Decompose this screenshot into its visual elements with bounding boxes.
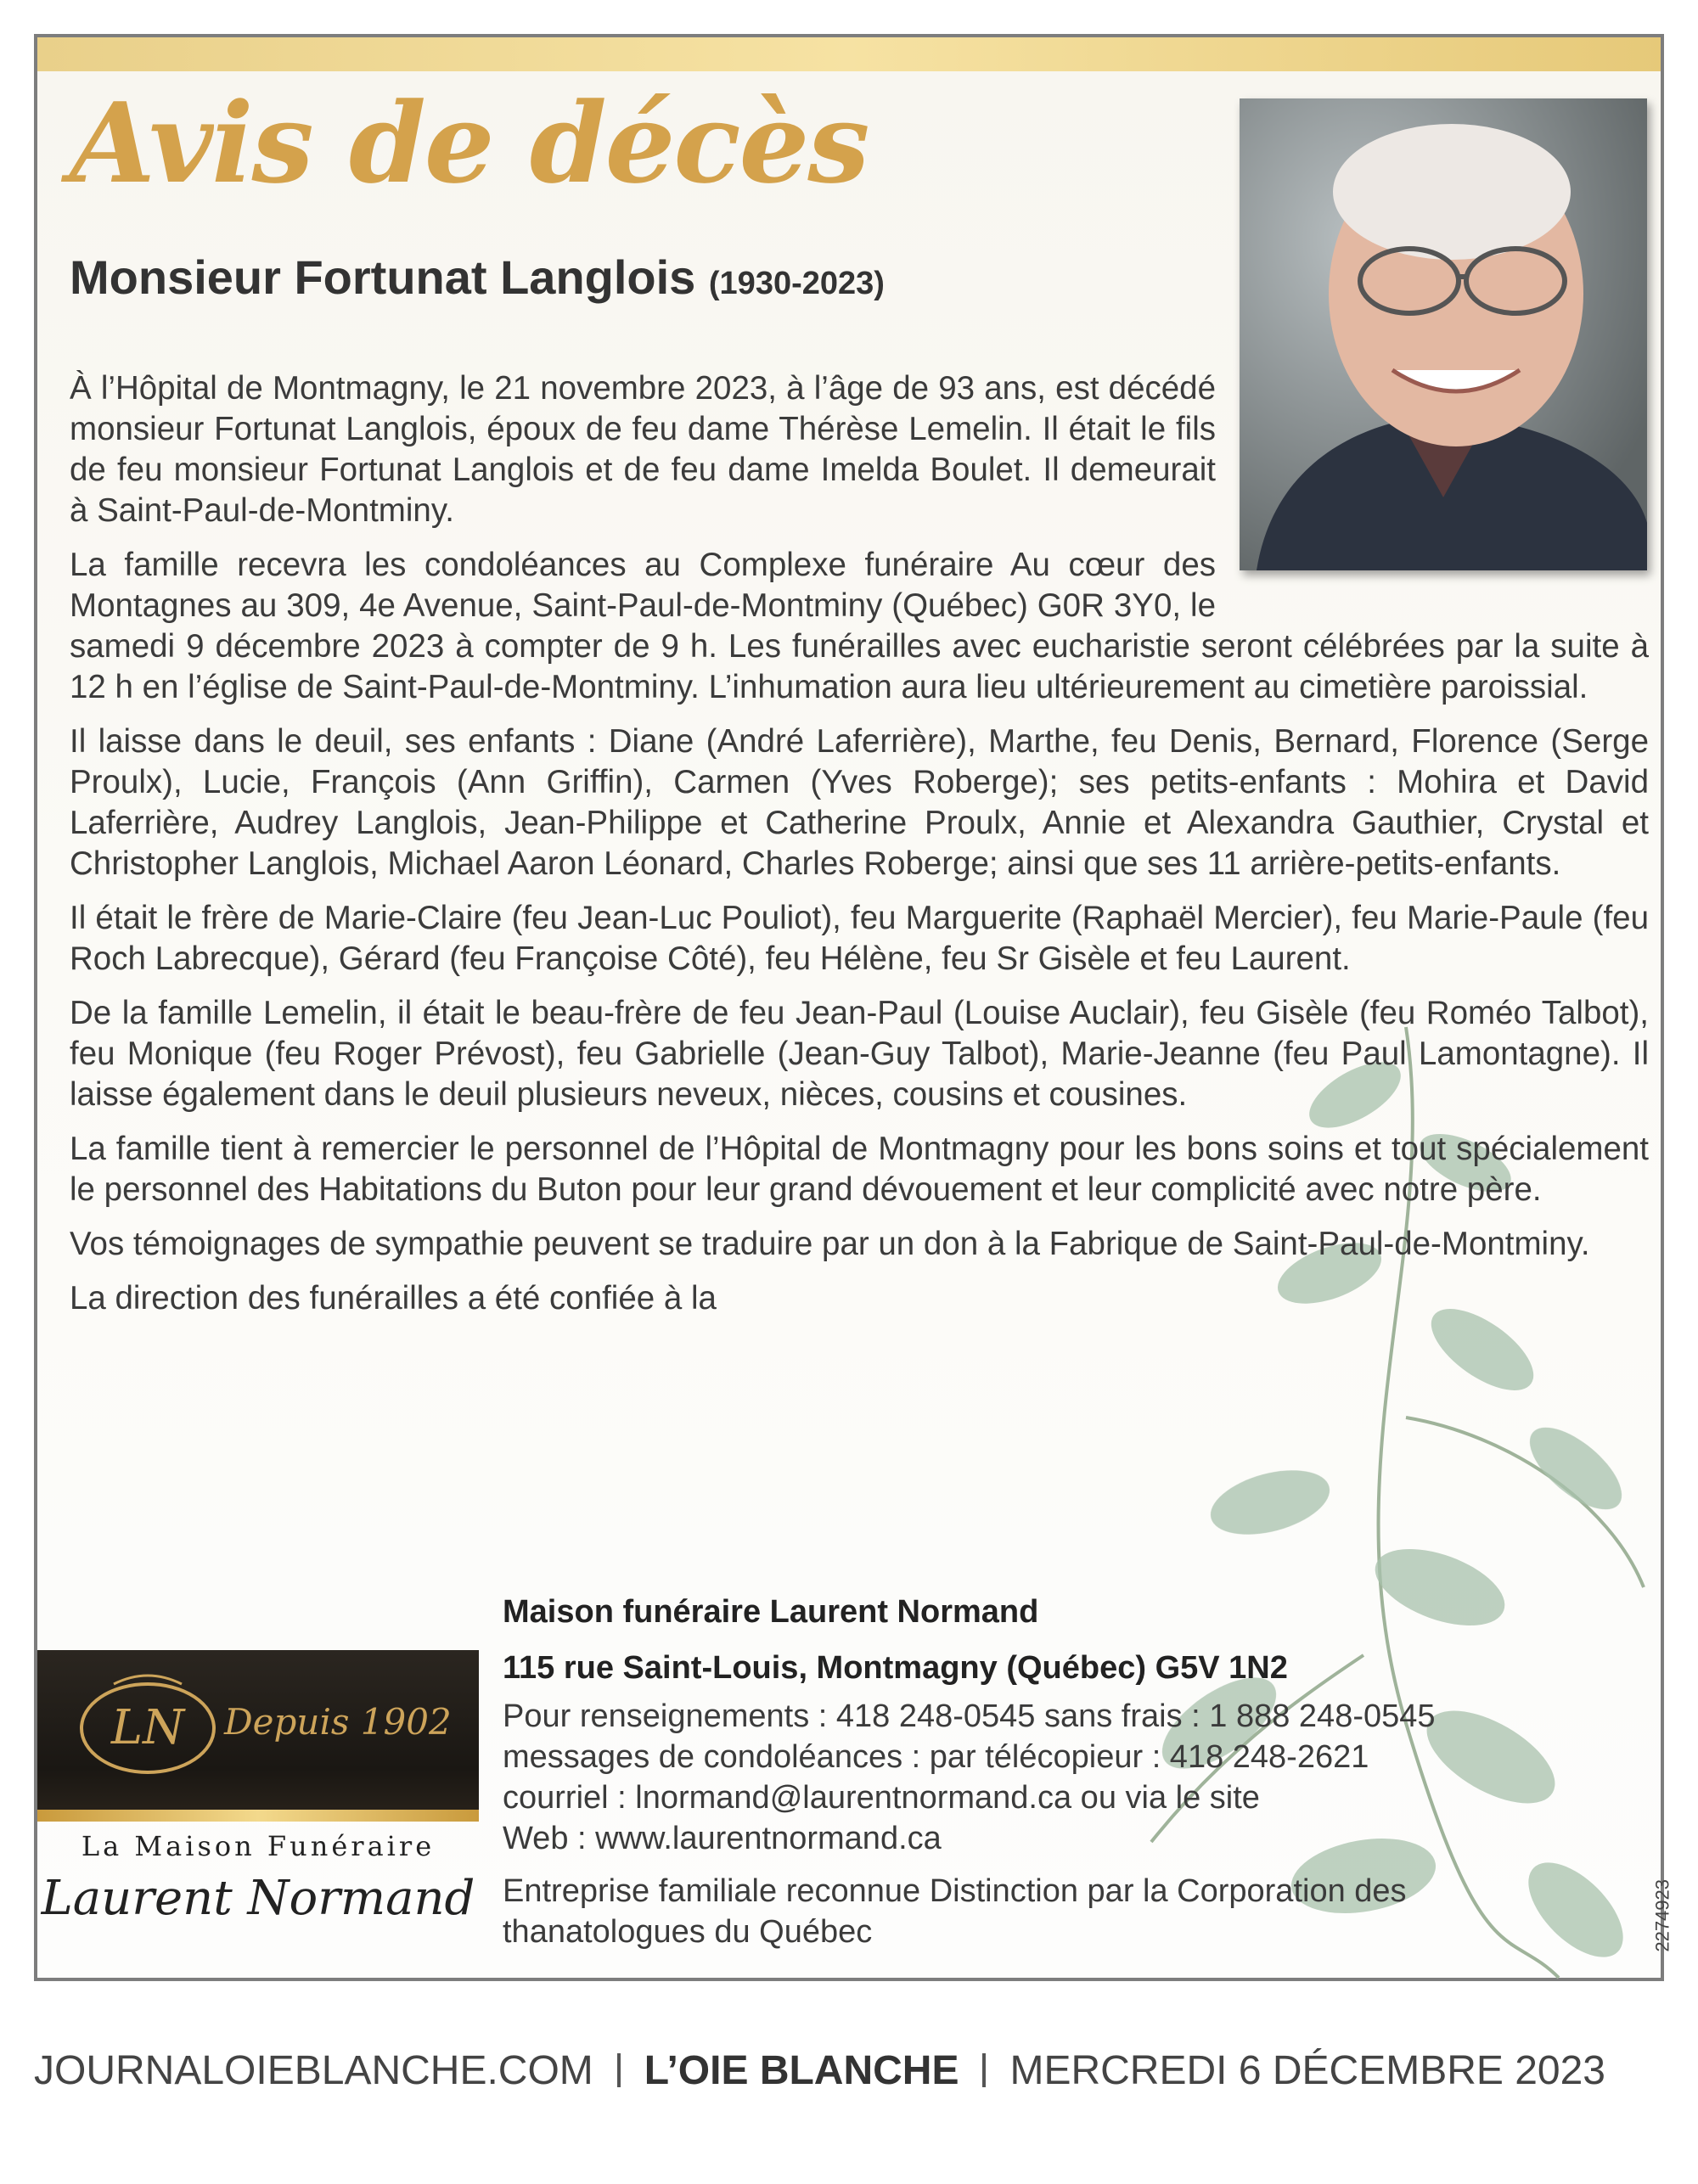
distinction-line-2: thanatologues du Québec (503, 1914, 873, 1950)
deceased-years: (1930-2023) (708, 266, 885, 301)
logo-label: La Maison Funéraire (81, 1830, 436, 1862)
footer-site[interactable]: JOURNALOIEBLANCHE.COM (34, 2048, 593, 2093)
phone-info: Pour renseignements : 418 248-0545 sans frais : 1 888 248-0545 (503, 1698, 1436, 1734)
footer-separator (982, 2053, 986, 2087)
paragraph-children: Il laisse dans le deuil, ses enfants : Diane (André Laferrière), Marthe, feu Denis, Bernard, Florence (Serge Proulx), Lucie, François (Ann Griffin), Carmen (Yves Roberge); ses petits-enfants : Mohira et David Laferrière, Audrey Langlois, Jean-Philippe et Catherine Proulx, Annie et Alexandra Gauthier, Crystal et Christopher Langlois, Michael Aaron Léonard, Charles Roberge; ainsi que ses 11 arrière-petits-enfants. (70, 723, 1649, 882)
page-footer (34, 2047, 1605, 2094)
deceased-name (70, 250, 885, 305)
ln-monogram-text: LN (110, 1700, 185, 1755)
logo-name: Laurent Normand (41, 1871, 475, 1926)
footer-date: MERCREDI 6 DÉCEMBRE 2023 (1009, 2048, 1605, 2093)
footer-separator (617, 2053, 621, 2087)
distinction-line-1: Entreprise familiale reconnue Distinction par la Corporation des (503, 1873, 1407, 1909)
logo-gold-stripe (37, 1810, 479, 1822)
photo-spacer (1216, 368, 1649, 610)
funeral-home-address: 115 rue Saint-Louis, Montmagny (Québec) G5V 1N2 (503, 1650, 1288, 1686)
paragraph-donations: Vos témoignages de sympathie peuvent se traduire par un don à la Fabrique de Saint-Paul-de-Montminy. (70, 1226, 1590, 1262)
paragraph-siblings: Il était le frère de Marie-Claire (feu Jean-Luc Pouliot), feu Marguerite (Raphaël Mercier), feu Marie-Paule (feu Roch Labrecque), Gérard (feu Françoise Côté), feu Hélène, feu Sr Gisèle et feu Laurent. (70, 900, 1649, 977)
funeral-home-contact (503, 1584, 1606, 1952)
since-1902-text: Depuis 1902 (224, 1701, 452, 1743)
notice-body (70, 368, 1649, 1333)
email-info[interactable]: courriel : lnormand@laurentnormand.ca ou via le site (503, 1780, 1260, 1816)
paragraph-visitation: La famille recevra les condoléances au Complexe funéraire Au cœur des Montagnes au 309, 4e Avenue, Saint-Paul-de-Montminy (Québec) G0R 3Y0, le samedi 9 décembre 2023 à compter de 9 h. Les funérailles avec eucharistie seront célébrées par la suite à 12 h en l’église de Saint-Paul-de-Montminy. L’inhumation aura lieu ultérieurement au cimetière paroissial. (70, 547, 1649, 705)
paragraph-death: À l’Hôpital de Montmagny, le 21 novembre 2023, à l’âge de 93 ans, est décédé monsieur Fortunat Langlois, époux de feu dame Thérèse Lemelin. Il était le fils de feu monsieur Fortunat Langlois et de feu dame Imelda Boulet. Il demeurait à Saint-Paul-de-Montminy. (70, 370, 1216, 529)
paragraph-funeral-direction: La direction des funérailles a été confiée à la (70, 1280, 717, 1317)
spacer (503, 1859, 1606, 1871)
deceased-full-name: Monsieur Fortunat Langlois (70, 250, 696, 304)
footer-paper-name: L’OIE BLANCHE (644, 2048, 959, 2093)
paragraph-thanks: La famille tient à remercier le personnel de l’Hôpital de Montmagny pour les bons soins et tout spécialement le personnel des Habitations du Buton pour leur grand dévouement et leur complicité avec notre père. (70, 1131, 1649, 1208)
web-info[interactable]: Web : www.laurentnormand.ca (503, 1821, 942, 1856)
paragraph-in-laws: De la famille Lemelin, il était le beau-frère de feu Jean-Paul (Louise Auclair), feu Gisèle (feu Roméo Talbot), feu Monique (feu Roger Prévost), feu Gabrielle (Jean-Guy Talbot), Marie-Jeanne (feu Paul Lamontagne). Il laisse également dans le deuil plusieurs neveux, nièces, cousins et cousines. (70, 995, 1649, 1113)
funeral-home-name: Maison funéraire Laurent Normand (503, 1594, 1039, 1630)
gold-top-bar (37, 37, 1661, 71)
obituary-card (34, 34, 1673, 1981)
notice-heading: Avis de décès (70, 78, 869, 208)
ad-code: 2274923 (1652, 1879, 1673, 1952)
ln-monogram-icon (37, 1650, 224, 1820)
fax-info: messages de condoléances : par télécopieur : 418 248-2621 (503, 1739, 1369, 1775)
